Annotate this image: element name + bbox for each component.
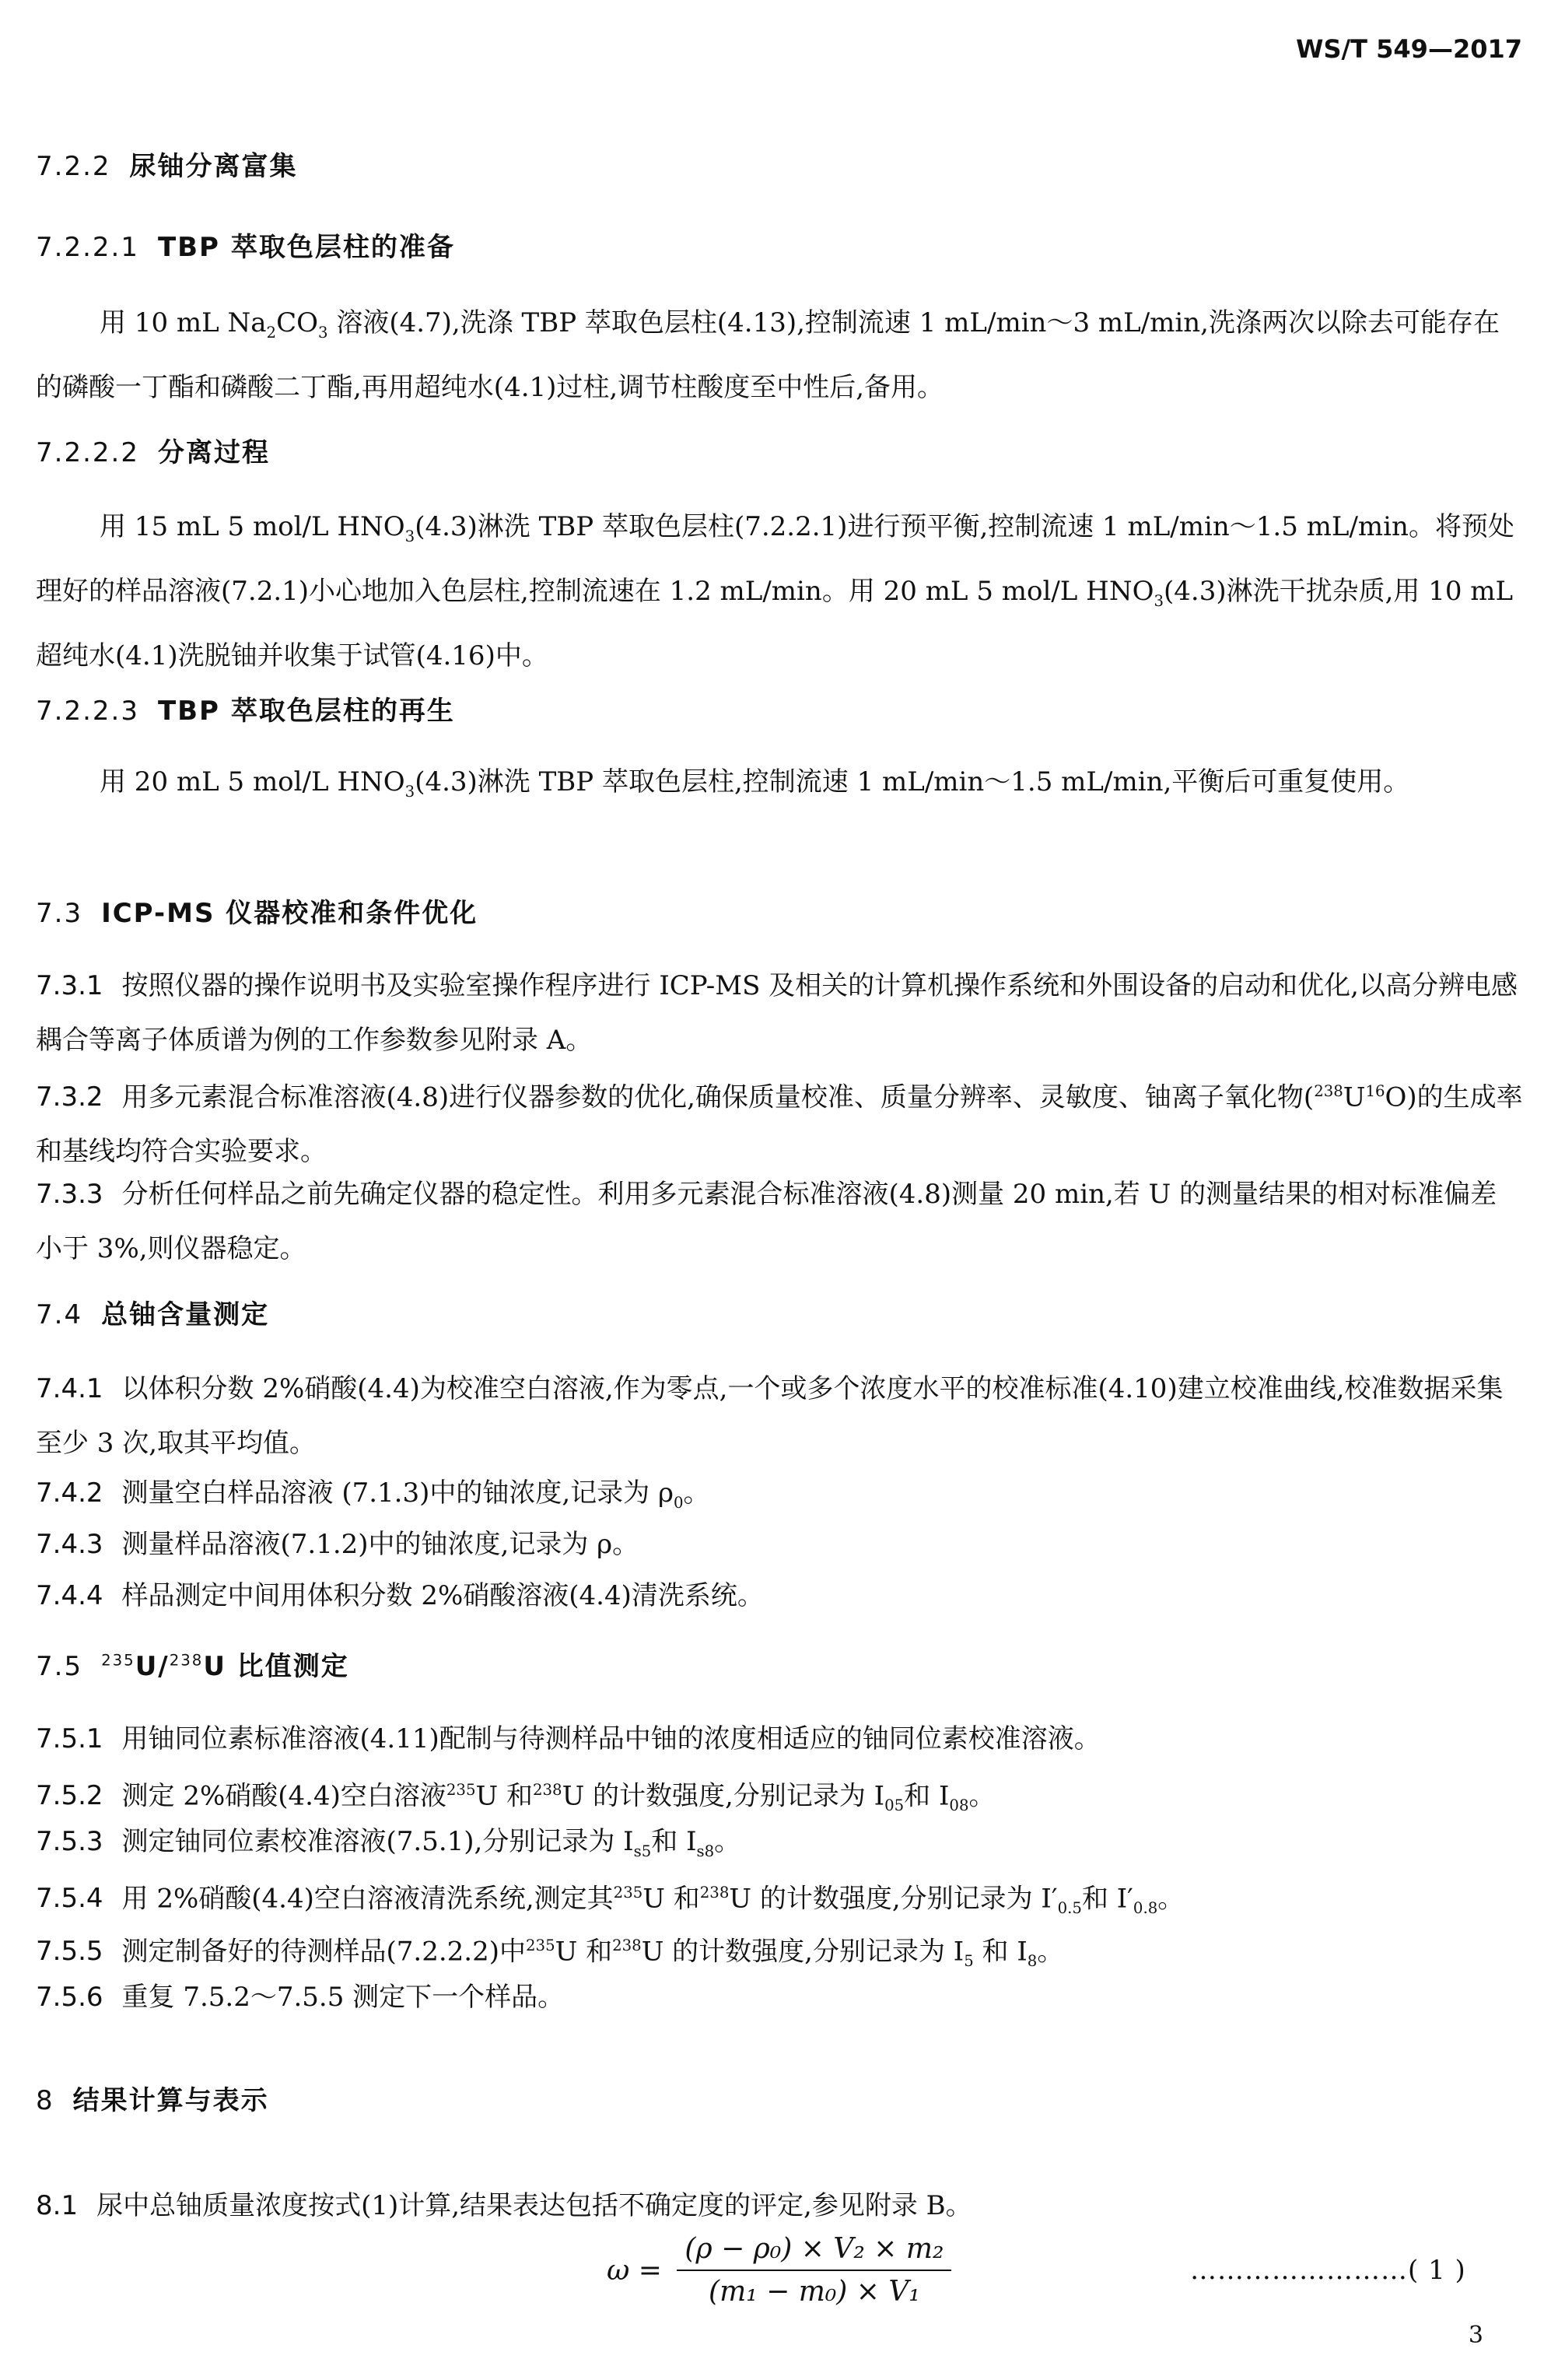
paragraph-7-2-2-2: 用 15 mL 5 mol/L $HNO_3(4.3)$淋洗 TBP 萃取色层柱(7.2.2.1)进行预平衡,控制流速 1 mL/min～1.5 mL/min。将预处理好的样品溶液(7.2.1)小心地加入色层柱,控制流速在 1.2 mL/min。用 20 mL 5 mol/L $HNO_3(4.3)$淋洗干扰杂质,用 10 mL 超纯水(4.1)洗脱铀并收集于试管(4.16)中。	[36, 511, 1514, 671]
equation-1	[607, 2233, 951, 2308]
item-7-5-1: 7.5.1 用铀同位素标准溶液(4.11)配制与待测样品中铀的浓度相适应的铀同位素校准溶液。	[36, 1723, 1101, 1754]
equation-label: ……………………( 1 )	[1190, 2255, 1466, 2286]
heading-7-2-2: 7.2.2 尿铀分离富集	[36, 151, 298, 182]
item-7-5-2: 7.5.2 测定 2%硝酸(4.4)空白溶液$^{235}$U 和$^{238}$U 的计数强度,分别记录为 $I_{05}$和 $I_{08}$。	[36, 1780, 996, 1815]
item-7-3-2: 7.3.2 用多元素混合标准溶液(4.8)进行仪器参数的优化,确保质量校准、质量分辨率、灵敏度、铀离子氧化物$(^{238}U^{16}O)$的生成率和基线均符合实验要求。	[36, 1081, 1523, 1168]
item-7-3-1: 7.3.1 按照仪器的操作说明书及实验室操作程序进行 ICP-MS 及相关的计算机操作系统和外围设备的启动和优化,以高分辨电感耦合等离子体质谱为例的工作参数参见附录 A。	[36, 970, 1518, 1056]
document-code: WS/T 549—2017	[1296, 34, 1522, 64]
item-7-5-4: 7.5.4 用 2%硝酸(4.4)空白溶液清洗系统,测定其$^{235}$U 和$^{238}$U 的计数强度,分别记录为 $I'_{0.5}$和 $I'_{0.8}$。	[36, 1883, 1185, 1918]
heading-7-2-2-3: 7.2.2.3 TBP 萃取色层柱的再生	[36, 696, 455, 727]
item-7-4-1: 7.4.1 以体积分数 2%硝酸(4.4)为校准空白溶液,作为零点,一个或多个浓度水平的校准标准(4.10)建立校准曲线,校准数据采集至少 3 次,取其平均值。	[36, 1373, 1504, 1459]
paragraph-7-2-2-1: 用 10 mL $Na_2CO_3$ 溶液(4.7),洗涤 TBP 萃取色层柱(4.13),控制流速 1 mL/min～3 mL/min,洗涤两次以除去可能存在的磷酸一丁酯和磷酸二丁酯,再用超纯水(4.1)过柱,调节柱酸度至中性后,备用。	[36, 307, 1500, 403]
item-7-3-3: 7.3.3 分析任何样品之前先确定仪器的稳定性。利用多元素混合标准溶液(4.8)测量 20 min,若 U 的测量结果的相对标准偏差小于 3%,则仪器稳定。	[36, 1179, 1497, 1264]
heading-7-2-2-1: 7.2.2.1 TBP 萃取色层柱的准备	[36, 232, 455, 263]
equation-fraction	[677, 2233, 951, 2308]
item-7-5-6: 7.5.6 重复 7.5.2～7.5.5 测定下一个样品。	[36, 1982, 565, 2013]
paragraph-7-2-2-3: 用 20 mL 5 mol/L $HNO_3(4.3)$淋洗 TBP 萃取色层柱,控制流速 1 mL/min～1.5 mL/min,平衡后可重复使用。	[100, 766, 1410, 801]
heading-7-5: 7.5 $^{235}$U/$^{238}$U 比值测定	[36, 1651, 349, 1682]
item-7-4-2: 7.4.2 测量空白样品溶液 (7.1.3)中的铀浓度,记录为 $\rho_0$。	[36, 1477, 710, 1512]
item-7-5-3: 7.5.3 测定铀同位素校准溶液(7.5.1),分别记录为 $I_{s5}$和 $I_{s8}$。	[36, 1826, 741, 1860]
equation-lhs: ω =	[607, 2254, 662, 2287]
item-7-4-4: 7.4.4 样品测定中间用体积分数 2%硝酸溶液(4.4)清洗系统。	[36, 1580, 764, 1611]
heading-7-2-2-2: 7.2.2.2 分离过程	[36, 437, 270, 468]
page-number: 3	[1468, 2322, 1483, 2349]
equation-denominator: (m₁ − m₀) × V₁	[709, 2276, 920, 2308]
item-8-1: 8.1 尿中总铀质量浓度按式(1)计算,结果表达包括不确定度的评定,参见附录 B。	[36, 2190, 972, 2221]
heading-7-3: 7.3 ICP-MS 仪器校准和条件优化	[36, 898, 478, 929]
item-7-4-3: 7.4.3 测量样品溶液(7.1.2)中的铀浓度,记录为 ρ。	[36, 1529, 639, 1560]
heading-7-4: 7.4 总铀含量测定	[36, 1299, 270, 1330]
equation-numerator: (ρ − ρ₀) × V₂ × m₂	[677, 2233, 951, 2271]
heading-8: 8 结果计算与表示	[36, 2085, 269, 2116]
item-7-5-5: 7.5.5 测定制备好的待测样品(7.2.2.2)中$^{235}$U 和$^{238}$U 的计数强度,分别记录为 $I_5$ 和 $I_8$。	[36, 1936, 1064, 1971]
